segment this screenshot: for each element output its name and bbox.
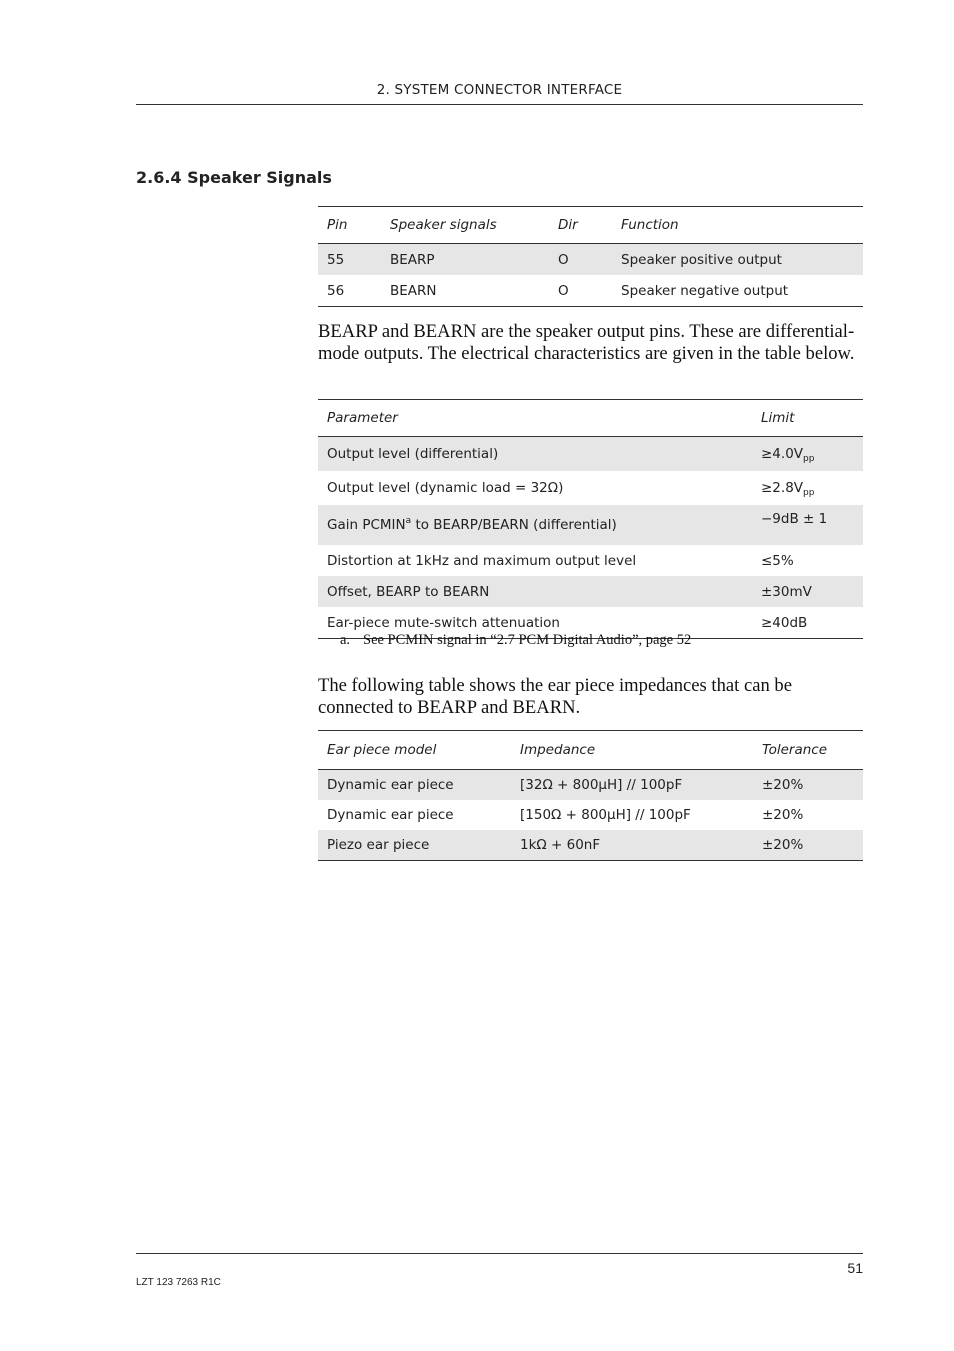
column-header-speaker-signals: Speaker signals — [381, 207, 549, 244]
table-row — [318, 770, 863, 801]
table-row — [318, 576, 863, 607]
limit-cell: ±30mV — [752, 576, 863, 607]
footnote — [340, 632, 691, 649]
limit-subscript: pp — [803, 488, 815, 498]
pin-cell: 55 — [318, 244, 381, 276]
parameter-cell — [318, 505, 752, 545]
parameter-cell: Output level (differential) — [318, 437, 752, 472]
table-row — [318, 800, 863, 830]
function-cell: Speaker positive output — [612, 244, 863, 276]
dir-cell: O — [549, 244, 612, 276]
limit-cell: ≤5% — [761, 552, 794, 569]
table-row — [318, 545, 863, 576]
parameter-cell: Distortion at 1kHz and maximum output level — [327, 552, 637, 569]
model-cell: Dynamic ear piece — [327, 807, 454, 823]
column-header-parameter: Parameter — [318, 400, 752, 437]
impedance-cell: [32Ω + 800µH] // 100pF — [511, 770, 753, 801]
signal-cell: BEARP — [381, 244, 549, 276]
parameter-text: Gain PCMIN — [327, 517, 406, 533]
column-header-impedance: Impedance — [511, 731, 753, 770]
parameter-text: to BEARP/BEARN (differential) — [411, 517, 617, 533]
tolerance-cell: ±20% — [762, 807, 804, 823]
table-row — [318, 275, 863, 307]
table-row — [318, 830, 863, 861]
limit-cell: −9dB ± 1 — [752, 505, 863, 545]
table-row — [318, 244, 863, 276]
header-rule — [136, 104, 863, 105]
running-header: 2. SYSTEM CONNECTOR INTERFACE — [376, 82, 623, 98]
impedance-cell: [150Ω + 800µH] // 100pF — [520, 807, 691, 823]
column-header-function: Function — [612, 207, 863, 244]
function-cell: Speaker negative output — [612, 275, 863, 307]
footer-rule — [136, 1253, 863, 1254]
footnote-reference: a — [405, 516, 412, 526]
parameter-cell: Ear-piece mute-switch attenuation — [318, 607, 752, 639]
document-id: LZT 123 7263 R1C — [136, 1277, 221, 1288]
signal-cell: BEARN — [381, 275, 549, 307]
tolerance-cell: ±20% — [753, 770, 863, 801]
table-row — [318, 471, 863, 505]
table-header-row — [318, 731, 863, 770]
impedance-table — [318, 730, 863, 861]
pin-table — [318, 206, 863, 307]
table-header-row — [318, 400, 863, 437]
table-row — [318, 437, 863, 472]
footnote-text: See PCMIN signal in “2.7 PCM Digital Audio”, page 52 — [363, 632, 692, 648]
limit-cell: ≥40dB — [752, 607, 863, 639]
limit-value: ≥4.0V — [761, 446, 804, 462]
column-header-dir: Dir — [549, 207, 612, 244]
column-header-ear-piece-model: Ear piece model — [318, 731, 511, 770]
page-number: 51 — [847, 1260, 863, 1276]
body-paragraph: BEARP and BEARN are the speaker output pins. These are differential-mode outputs. The electrical characteristics are given in the table below. — [318, 321, 855, 364]
table-header-row — [318, 207, 863, 244]
parameter-cell: Output level (dynamic load = 32Ω) — [327, 480, 564, 496]
model-cell: Dynamic ear piece — [318, 770, 511, 801]
limit-value: ≥2.8V — [761, 480, 804, 496]
body-paragraph: The following table shows the ear piece impedances that can be connected to BEARP and BEARN. — [318, 675, 792, 718]
pin-cell: 56 — [318, 275, 381, 307]
impedance-cell: 1kΩ + 60nF — [511, 830, 753, 861]
tolerance-cell: ±20% — [753, 830, 863, 861]
parameter-table — [318, 399, 863, 639]
limit-cell — [752, 471, 863, 505]
footnote-mark: a. — [340, 632, 351, 648]
limit-subscript: pp — [803, 454, 815, 464]
model-cell: Piezo ear piece — [318, 830, 511, 861]
table-row — [318, 505, 863, 545]
dir-cell: O — [549, 275, 612, 307]
column-header-limit: Limit — [752, 400, 863, 437]
section-title: 2.6.4 Speaker Signals — [136, 168, 332, 187]
parameter-cell: Offset, BEARP to BEARN — [318, 576, 752, 607]
column-header-pin: Pin — [318, 207, 381, 244]
limit-cell — [752, 437, 863, 472]
column-header-tolerance: Tolerance — [753, 731, 863, 770]
